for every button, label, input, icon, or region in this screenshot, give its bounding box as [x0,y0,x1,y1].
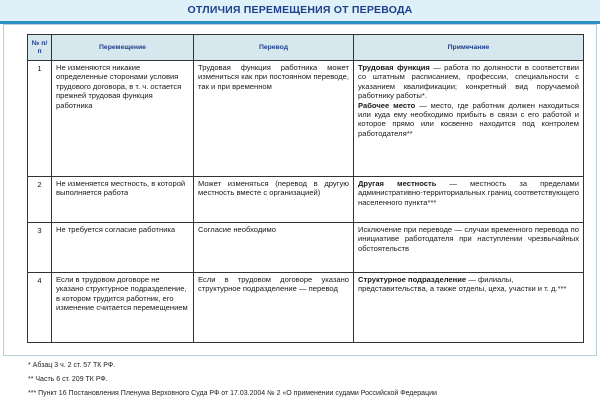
row-num: 3 [28,223,52,273]
row-move: Не требуется согласие работника [52,223,194,273]
note-text: — место, где работник должен находиться или куда ему необходимо прибыть в связи с его работой и которое прямо или косвенно находится под контролем работодателя** [358,100,579,138]
note-term: Структурное подразделение [358,275,467,284]
footnote: *** Пункт 16 Постановления Пленума Верховного Суда РФ от 17.03.2004 № 2 «О применении судами Российской Федерации [28,390,437,397]
header-transfer: Перевод [194,35,354,61]
row-move: Не изменяются никакие определенные сторонами условия трудового договора, в т. ч. остается прежней трудовая функция работника [52,61,194,177]
note-term: Рабочее место [358,100,416,110]
note-term: Другая местность [358,179,437,188]
note-text: Исключение при переводе — случаи временного перевода по инициативе работодателя при наступлении чрезвычайных обстоятельств [358,225,579,253]
header-note: Примечание [354,35,584,61]
row-transfer: Может изменяться (перевод в другую местность вместе с организацией) [194,177,354,223]
row-transfer: Если в трудовом договоре указано структурное подразделение — перевод [194,273,354,343]
note-text: — работа по должности в соответствии со штатным расписанием, профессии, специальности с указанием квалификации; конкретный вид поручаемой работнику работы*. [358,63,579,101]
table-row [28,177,584,223]
footnote: * Абзац 3 ч. 2 ст. 57 ТК РФ. [28,362,116,369]
row-note [354,223,584,273]
footnote: ** Часть 6 ст. 209 ТК РФ. [28,376,108,383]
row-num: 2 [28,177,52,223]
table-row [28,273,584,343]
table-row [28,223,584,273]
row-num: 4 [28,273,52,343]
row-note [354,177,584,223]
comparison-table [27,34,584,343]
row-transfer: Трудовая функция работника может измениться как при постоянном переводе, так и при временном [194,61,354,177]
row-move: Не изменяется местность, в которой выполняется работа [52,177,194,223]
page-title: ОТЛИЧИЯ ПЕРЕМЕЩЕНИЯ ОТ ПЕРЕВОДА [187,4,413,16]
header-num: № п/п [28,35,52,61]
row-note [354,61,584,177]
row-transfer: Согласие необходимо [194,223,354,273]
header-move: Перемещение [52,35,194,61]
table-header-row [28,35,584,61]
note-term: Трудовая функция [358,63,430,72]
note-text: — филиалы, представительства, а также отделы, цеха, участки и т. д.*** [358,275,567,294]
footnotes [28,359,588,401]
row-move: Если в трудовом договоре не указано структурное подразделение, в котором трудится работник, его изменение считается перемещением [52,273,194,343]
row-num: 1 [28,61,52,177]
table-row [28,61,584,177]
note-text: — местность за пределами административно-территориальных границ соответствующего населенного пункта*** [358,179,579,207]
row-note [354,273,584,343]
